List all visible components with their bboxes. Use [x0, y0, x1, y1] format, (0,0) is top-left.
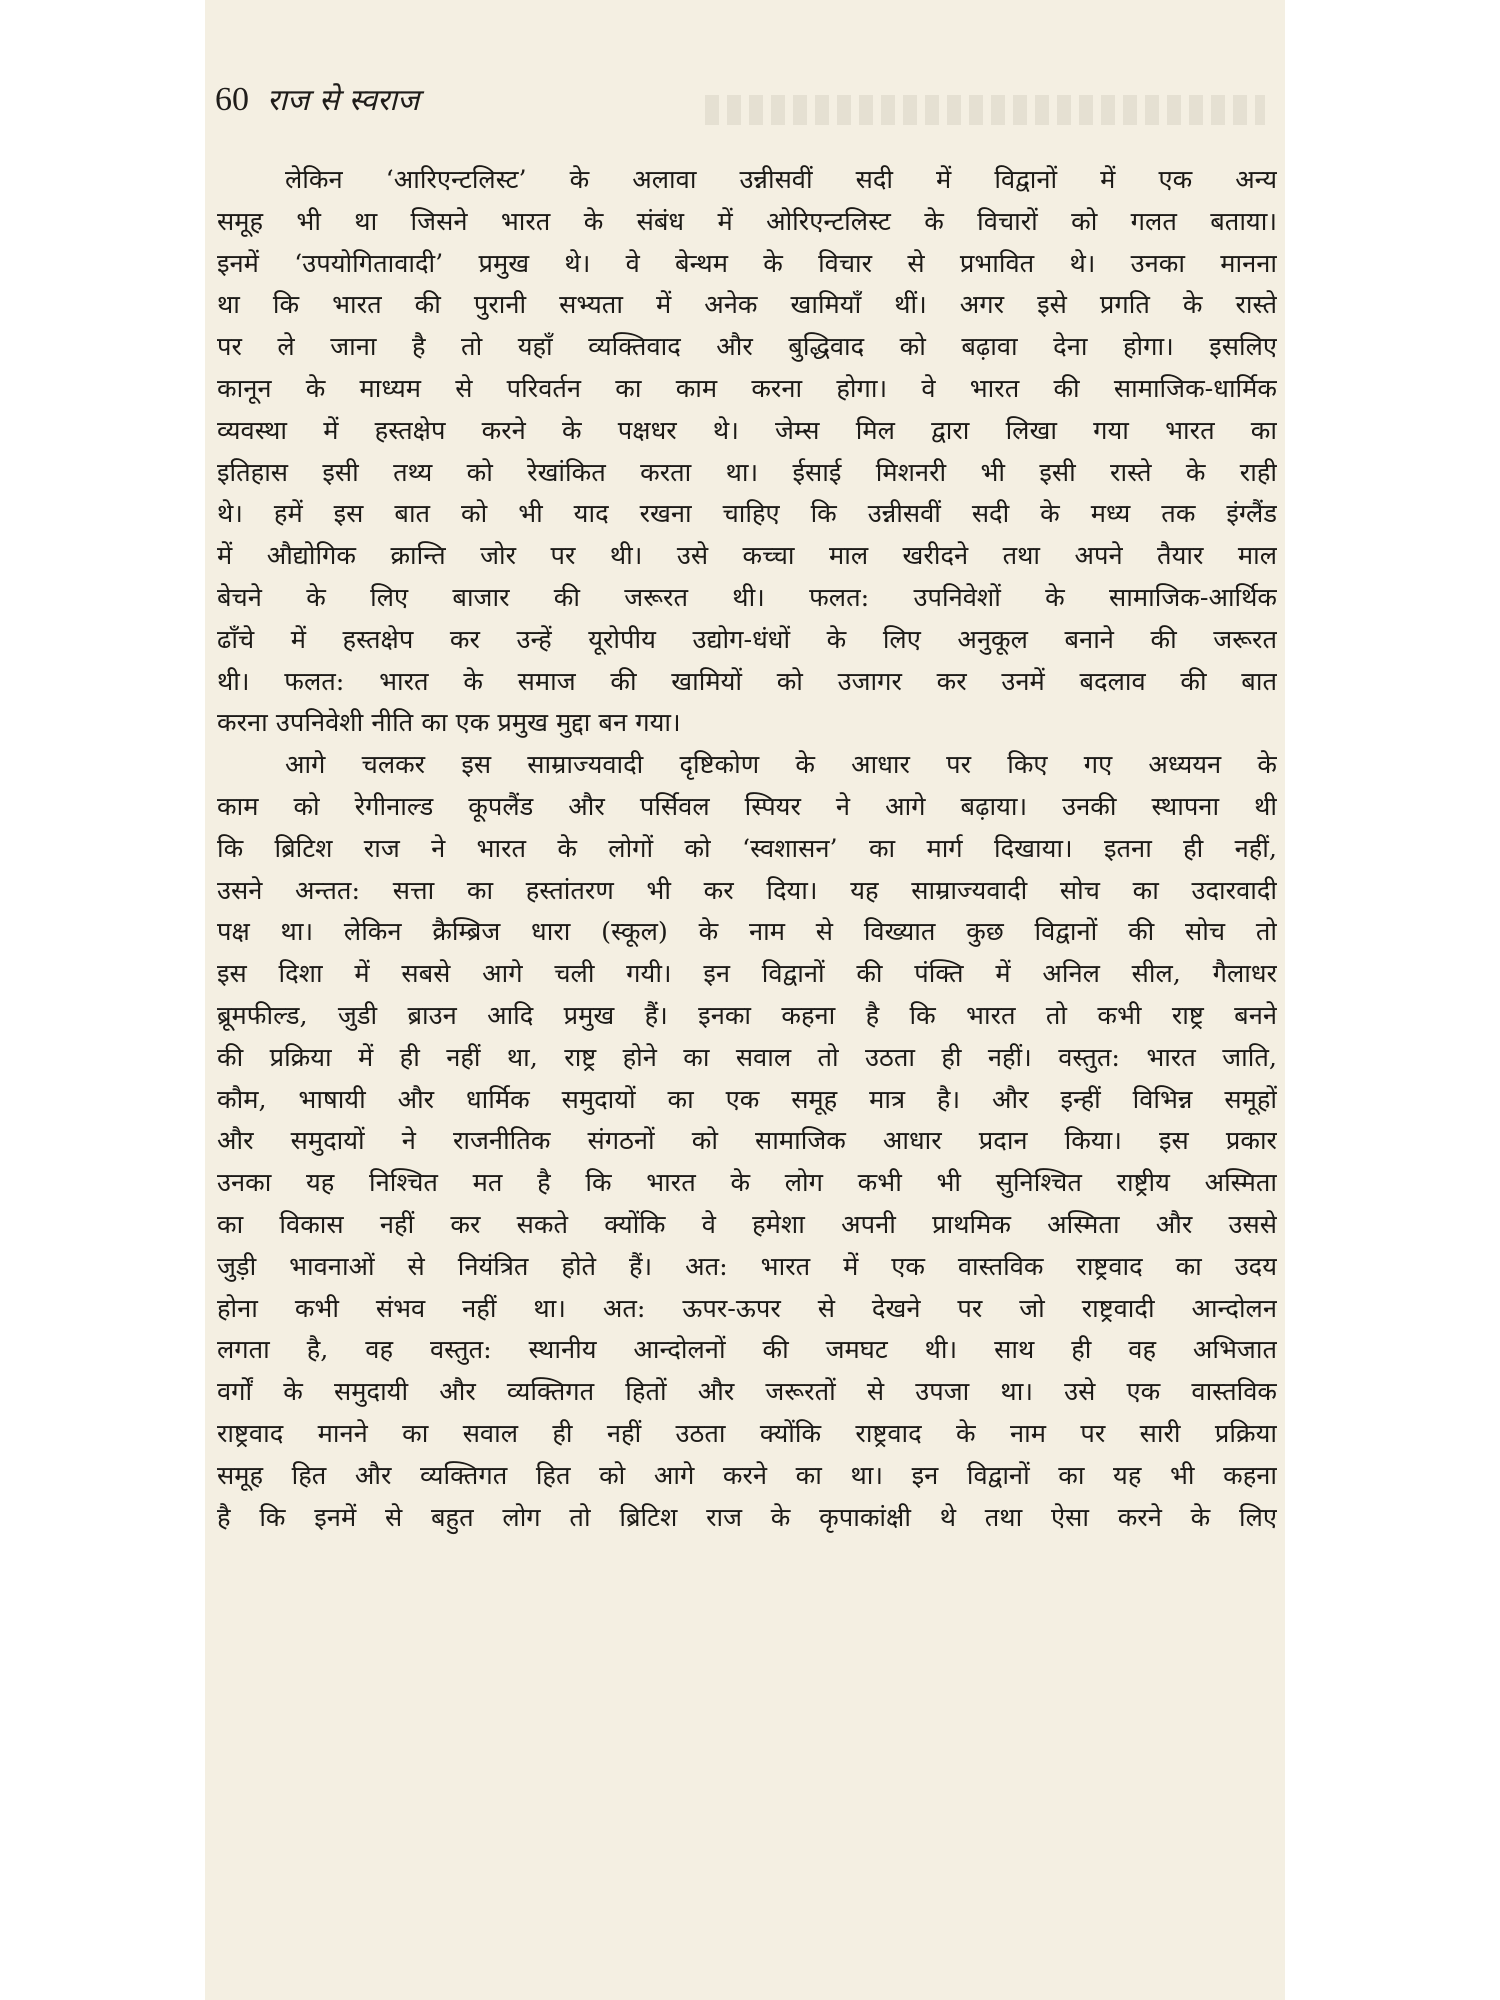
text-line: में औद्योगिक क्रान्ति जोर पर थी। उसे कच्चा माल खरीदने तथा अपने तैयार माल — [217, 541, 1277, 572]
text-line: समूह हित और व्यक्तिगत हित को आगे करने का था। इन विद्वानों का यह भी कहना — [217, 1460, 1277, 1491]
text-line: और समुदायों ने राजनीतिक संगठनों को सामाजिक आधार प्रदान किया। इस प्रकार — [217, 1126, 1277, 1157]
page-header — [215, 78, 419, 119]
bleed-through-shadow — [705, 95, 1265, 125]
paragraph — [217, 160, 1277, 745]
text-line: राष्ट्रवाद मानने का सवाल ही नहीं उठता क्योंकि राष्ट्रवाद के नाम पर सारी प्रक्रिया — [217, 1418, 1277, 1449]
text-line: उनका यह निश्चित मत है कि भारत के लोग कभी भी सुनिश्चित राष्ट्रीय अस्मिता — [217, 1168, 1277, 1199]
page-number: 60 — [215, 81, 249, 118]
text-line: की प्रक्रिया में ही नहीं था, राष्ट्र होने का सवाल तो उठता ही नहीं। वस्तुत: भारत जाति, — [217, 1042, 1277, 1073]
text-line: आगे चलकर इस साम्राज्यवादी दृष्टिकोण के आधार पर किए गए अध्ययन के — [285, 750, 1277, 781]
text-line: बेचने के लिए बाजार की जरूरत थी। फलत: उपनिवेशों के सामाजिक-आर्थिक — [217, 582, 1277, 613]
text-line: कौम, भाषायी और धार्मिक समुदायों का एक समूह मात्र है। और इन्हीं विभिन्न समूहों — [217, 1084, 1277, 1115]
text-line: लगता है, वह वस्तुत: स्थानीय आन्दोलनों की जमघट थी। साथ ही वह अभिजात — [217, 1335, 1277, 1366]
text-line: ढाँचे में हस्तक्षेप कर उन्हें यूरोपीय उद्योग-धंधों के लिए अनुकूल बनाने की जरूरत — [217, 624, 1277, 655]
text-line: ब्रूमफील्ड, जुडी ब्राउन आदि प्रमुख हैं। इनका कहना है कि भारत तो कभी राष्ट्र बनने — [217, 1000, 1277, 1031]
text-line: है कि इनमें से बहुत लोग तो ब्रिटिश राज के कृपाकांक्षी थे तथा ऐसा करने के लिए — [217, 1502, 1277, 1533]
text-line: पर ले जाना है तो यहाँ व्यक्तिवाद और बुद्धिवाद को बढ़ावा देना होगा। इसलिए — [217, 332, 1277, 363]
text-line: व्यवस्था में हस्तक्षेप करने के पक्षधर थे। जेम्स मिल द्वारा लिखा गया भारत का — [217, 415, 1277, 446]
text-line: वर्गों के समुदायी और व्यक्तिगत हितों और जरूरतों से उपजा था। उसे एक वास्तविक — [217, 1377, 1277, 1408]
body-text — [217, 160, 1277, 1539]
running-title: राज से स्वराज — [267, 83, 420, 118]
text-line: इतिहास इसी तथ्य को रेखांकित करता था। ईसाई मिशनरी भी इसी रास्ते के राही — [217, 457, 1277, 488]
text-line: लेकिन ‘आरिएन्टलिस्ट’ के अलावा उन्नीसवीं सदी में विद्वानों में एक अन्य — [285, 165, 1277, 195]
text-line: थी। फलत: भारत के समाज की खामियों को उजागर कर उनमें बदलाव की बात — [217, 666, 1277, 697]
text-line: समूह भी था जिसने भारत के संबंध में ओरिएन्टलिस्ट के विचारों को गलत बताया। — [217, 206, 1277, 237]
paragraph — [217, 745, 1277, 1539]
text-line: इनमें ‘उपयोगितावादी’ प्रमुख थे। वे बेन्थम के विचार से प्रभावित थे। उनका मानना — [217, 248, 1277, 279]
text-line: काम को रेगीनाल्ड कूपलैंड और पर्सिवल स्पियर ने आगे बढ़ाया। उनकी स्थापना थी — [217, 791, 1277, 822]
text-line: कि ब्रिटिश राज ने भारत के लोगों को ‘स्वशासन’ का मार्ग दिखाया। इतना ही नहीं, — [217, 833, 1277, 864]
text-line: का विकास नहीं कर सकते क्योंकि वे हमेशा अपनी प्राथमिक अस्मिता और उससे — [217, 1209, 1277, 1240]
text-line: पक्ष था। लेकिन क्रैम्ब्रिज धारा (स्कूल) के नाम से विख्यात कुछ विद्वानों की सोच तो — [217, 917, 1277, 948]
book-page — [205, 0, 1285, 2000]
text-line: इस दिशा में सबसे आगे चली गयी। इन विद्वानों की पंक्ति में अनिल सील, गैलाधर — [217, 959, 1277, 990]
text-line: उसने अन्तत: सत्ता का हस्तांतरण भी कर दिया। यह साम्राज्यवादी सोच का उदारवादी — [217, 875, 1277, 906]
text-line: करना उपनिवेशी नीति का एक प्रमुख मुद्दा बन गया। — [217, 708, 681, 739]
text-line: जुड़ी भावनाओं से नियंत्रित होते हैं। अत: भारत में एक वास्तविक राष्ट्रवाद का उदय — [217, 1251, 1277, 1282]
text-line: होना कभी संभव नहीं था। अत: ऊपर-ऊपर से देखने पर जो राष्ट्रवादी आन्दोलन — [217, 1293, 1277, 1324]
text-line: था कि भारत की पुरानी सभ्यता में अनेक खामियाँ थीं। अगर इसे प्रगति के रास्ते — [217, 290, 1277, 321]
text-line: थे। हमें इस बात को भी याद रखना चाहिए कि उन्नीसवीं सदी के मध्य तक इंग्लैंड — [217, 499, 1277, 530]
text-line: कानून के माध्यम से परिवर्तन का काम करना होगा। वे भारत की सामाजिक-धार्मिक — [217, 373, 1277, 404]
